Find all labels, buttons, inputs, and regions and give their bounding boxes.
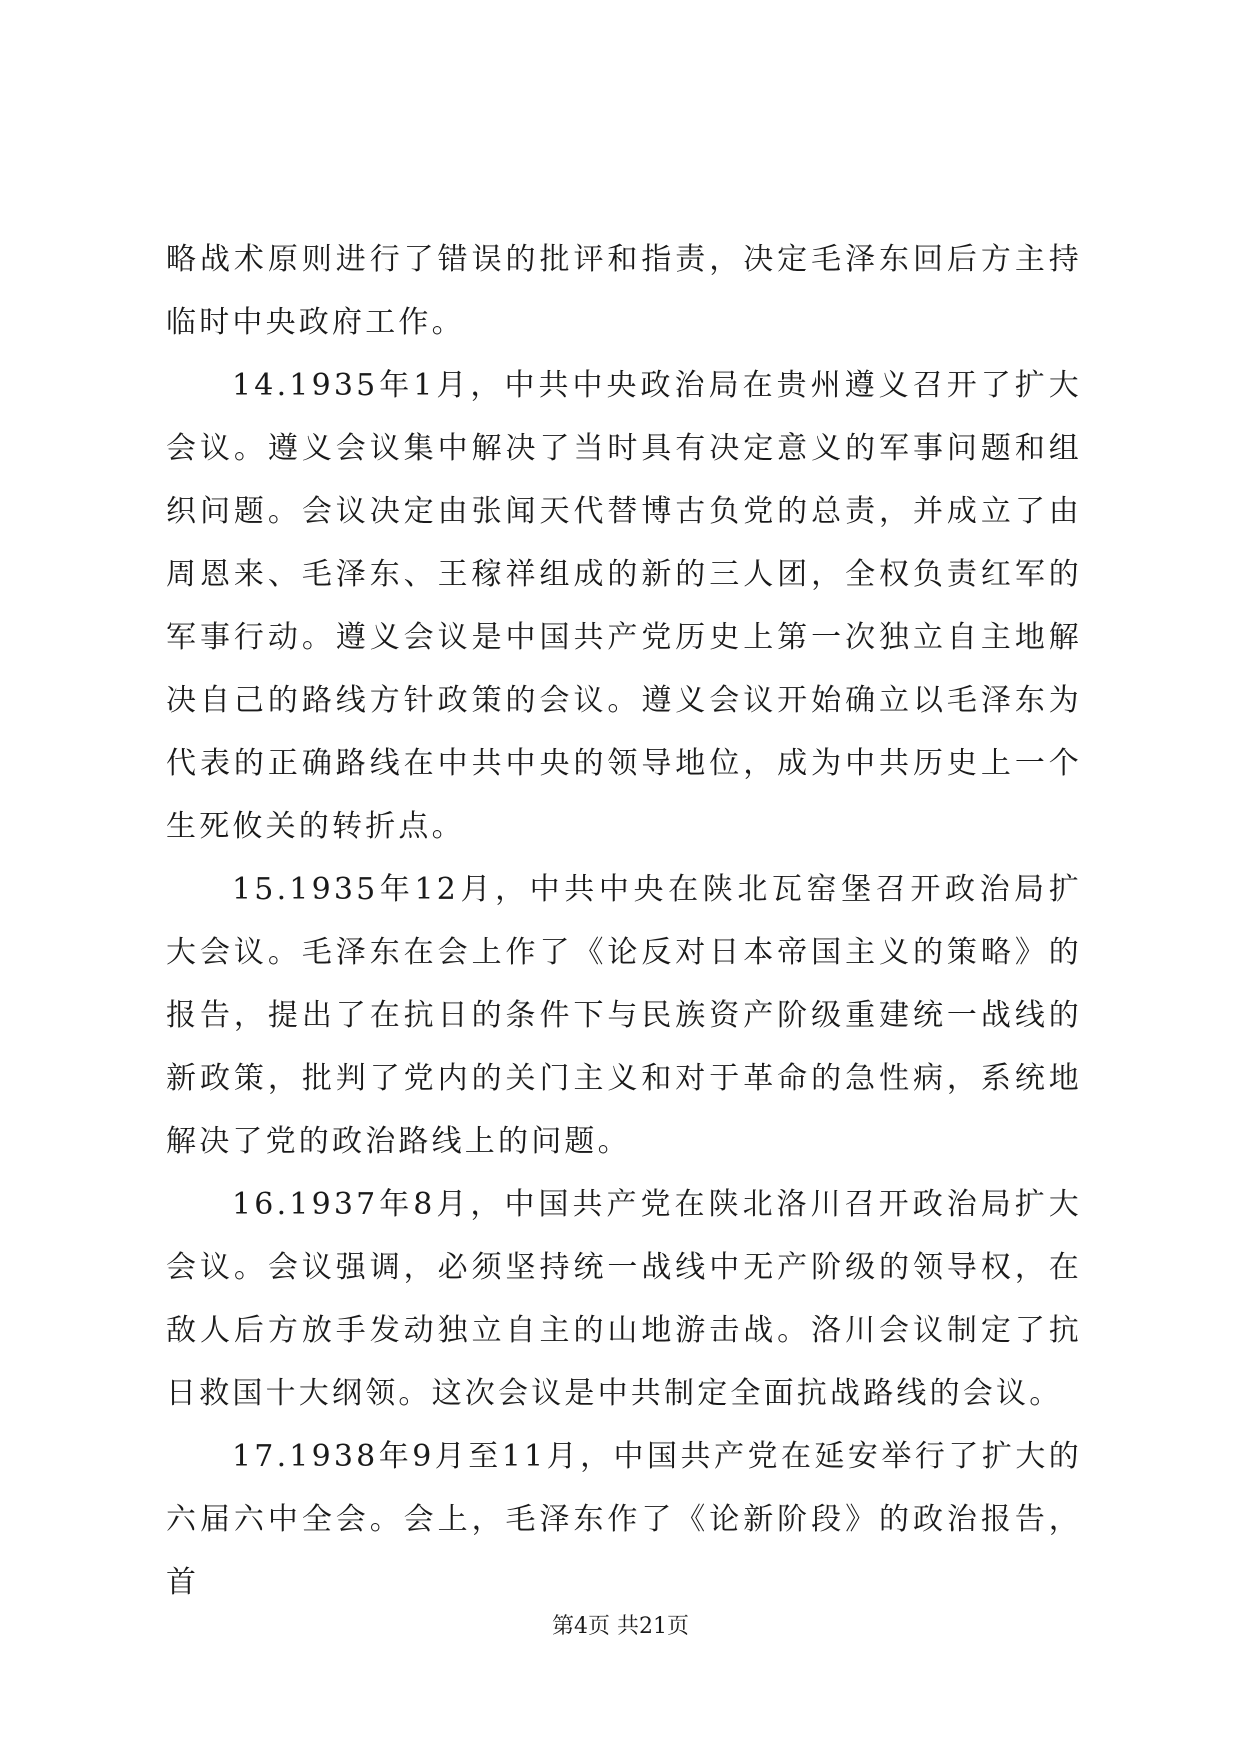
- page-footer: [0, 1612, 1241, 1642]
- paragraph-continuation: 略战术原则进行了错误的批评和指责，决定毛泽东回后方主持临时中央政府工作。: [166, 242, 1082, 340]
- paragraph-item-15: 15.1935年12月，中共中央在陕北瓦窑堡召开政治局扩大会议。毛泽东在会上作了《论反对日本帝国主义的策略》的报告，提出了在抗日的条件下与民族资产阶级重建统一战线的新政策，批判了党内的关门主义和对于革命的急性病，系统地解决了党的政治路线上的问题。: [166, 872, 1082, 1159]
- paragraph-item-17: 17.1938年9月至11月，中国共产党在延安举行了扩大的六届六中全会。会上，毛泽东作了《论新阶段》的政治报告，首: [166, 1439, 1082, 1600]
- document-body: [166, 228, 1082, 1614]
- paragraph-item-16: 16.1937年8月，中国共产党在陕北洛川召开政治局扩大会议。会议强调，必须坚持统一战线中无产阶级的领导权，在敌人后方放手发动独立自主的山地游击战。洛川会议制定了抗日救国十大纲领。这次会议是中共制定全面抗战路线的会议。: [166, 1187, 1082, 1411]
- page-number-label: 第4页 共21页: [552, 1614, 689, 1639]
- paragraph-item-14: 14.1935年1月，中共中央政治局在贵州遵义召开了扩大会议。遵义会议集中解决了当时具有决定意义的军事问题和组织问题。会议决定由张闻天代替博古负党的总责，并成立了由周恩来、毛泽东、王稼祥组成的新的三人团，全权负责红军的军事行动。遵义会议是中国共产党历史上第一次独立自主地解决自己的路线方针政策的会议。遵义会议开始确立以毛泽东为代表的正确路线在中共中央的领导地位，成为中共历史上一个生死攸关的转折点。: [166, 368, 1082, 844]
